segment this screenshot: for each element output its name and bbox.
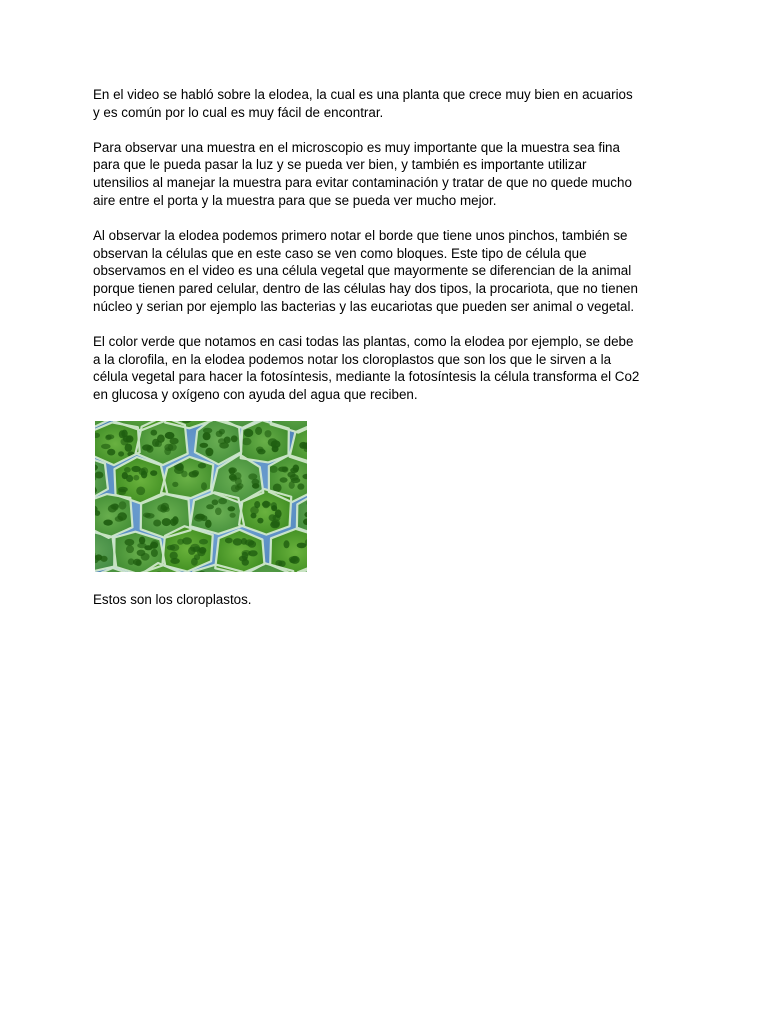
document-body: [93, 86, 683, 609]
chloroplast: [242, 438, 252, 445]
chloroplast: [234, 472, 241, 479]
chloroplast: [231, 435, 238, 442]
chloroplast: [290, 474, 299, 481]
chloroplast: [219, 429, 225, 435]
paragraph-observation-method: Para observar una muestra en el microscopio es muy importante que la muestra sea fina para que le pueda pasar la luz y se pueda ver bien, y también es importante utilizar utensilios al manejar la muestra para evitar contaminación y tratar de que no quede mucho aire entre el porta y la muestra para que se pueda ver mucho mejor.: [93, 139, 632, 208]
chloroplast: [255, 427, 262, 435]
chloroplast: [290, 558, 296, 563]
chloroplast: [195, 514, 205, 520]
chloroplast: [144, 545, 152, 550]
chloroplast: [270, 521, 280, 528]
chloroplast: [269, 466, 277, 473]
chloroplast: [142, 444, 152, 450]
chloroplast: [297, 483, 304, 489]
chloroplast: [119, 430, 126, 438]
chloroplast: [188, 547, 195, 555]
chloroplast: [126, 475, 133, 482]
chloroplast: [164, 444, 173, 451]
chloroplast: [257, 449, 265, 455]
chloroplast: [215, 507, 222, 515]
chloroplast: [218, 498, 227, 504]
chloroplast: [170, 544, 180, 551]
chloroplast: [133, 475, 139, 481]
chloroplast: [162, 518, 171, 526]
chloroplast: [151, 430, 158, 436]
chloroplast: [231, 484, 240, 492]
paragraph-chlorophyll: El color verde que notamos en casi todas las plantas, como la elodea por ejemplo, se debe a la clorofila, en la elodea podemos notar los cloroplastos que son los que le sirven a la célula vegetal para hacer la fotosíntesis, mediante la fotosíntesis la célula transforma el Co2 en glucosa y oxígeno con ayuda del agua que reciben.: [93, 333, 640, 403]
chloroplast: [103, 519, 112, 525]
chloroplast: [145, 513, 155, 519]
chloroplast: [212, 499, 219, 505]
chloroplast: [201, 482, 207, 490]
chloroplast: [189, 471, 199, 477]
chloroplast: [228, 467, 237, 473]
chloroplast: [262, 501, 269, 509]
chloroplast: [242, 552, 249, 560]
paragraph-cell-types: Al observar la elodea podemos primero notar el borde que tiene unos pinchos, también se observan la células que en este caso se ven como bloques. Este tipo de célula que observamos en el video es una célula vegetal que mayormente se diferencian de la animal porque tienen pared celular, dentro de las células hay dos tipos, la procariota, que no tienen núcleo y serian por ejemplo las bacterias y las eucariotas que pueden ser animal o vegetal.: [93, 227, 638, 314]
chloroplast: [280, 477, 288, 482]
chloroplast: [125, 539, 135, 546]
chloroplast: [177, 539, 184, 545]
chloroplast: [233, 538, 242, 545]
chloroplast: [275, 509, 282, 518]
chloroplast: [133, 559, 141, 566]
chloroplast: [119, 501, 127, 509]
chloroplast: [151, 549, 158, 557]
chloroplast: [257, 518, 263, 524]
chloroplast: [205, 448, 213, 457]
chloroplast: [225, 538, 233, 544]
chloroplast: [181, 471, 187, 478]
figure-caption: Estos son los cloroplastos.: [93, 591, 252, 607]
paragraph-intro: En el video se habló sobre la elodea, la cual es una planta que crece muy bien en acuarios y es común por lo cual es muy fácil de encontrar.: [93, 87, 633, 120]
chloroplast: [153, 519, 161, 526]
chloroplast: [200, 443, 209, 448]
chloroplast: [230, 513, 236, 518]
chloroplast-micrograph: [95, 421, 307, 572]
chloroplast: [172, 482, 178, 487]
chloroplast: [199, 539, 208, 545]
chloroplast: [203, 432, 211, 440]
chloroplast: [124, 467, 131, 473]
chloroplast: [101, 444, 111, 449]
chloroplast: [219, 442, 229, 448]
chloroplast: [252, 479, 260, 485]
chloroplast: [282, 466, 289, 472]
chloroplast: [136, 486, 145, 495]
chloroplast: [191, 558, 198, 566]
chloroplast: [198, 463, 206, 469]
chloroplast: [251, 513, 257, 519]
chloroplast: [95, 471, 103, 478]
chloroplast: [248, 541, 256, 548]
chloroplast: [118, 451, 124, 456]
chloroplast: [107, 449, 115, 456]
chloroplast: [265, 430, 272, 437]
chloroplast: [141, 467, 148, 475]
chloroplast: [170, 438, 179, 445]
chloroplast: [271, 502, 277, 509]
chloroplast: [150, 470, 157, 476]
chloroplast: [100, 556, 107, 562]
chloroplast: [206, 504, 214, 509]
chloroplast: [141, 553, 150, 561]
chloroplast: [157, 434, 165, 442]
chloroplast: [242, 559, 249, 566]
chloroplast: [115, 516, 124, 522]
chloroplast: [228, 506, 236, 511]
chloroplast: [170, 558, 180, 564]
chloroplast: [248, 550, 258, 556]
chloroplast: [126, 545, 134, 553]
chloroplast: [199, 547, 207, 554]
chloroplast: [205, 520, 212, 528]
chloroplast: [170, 518, 177, 526]
chloroplast: [244, 429, 254, 437]
chloroplast: [126, 435, 134, 442]
chloroplast: [293, 464, 300, 471]
chloroplast: [272, 445, 279, 452]
chloroplast: [112, 503, 118, 510]
chloroplast: [139, 537, 145, 545]
chloroplast: [106, 434, 114, 439]
chloroplast: [118, 487, 128, 493]
chloroplast: [284, 540, 290, 548]
chloroplast: [161, 503, 169, 511]
